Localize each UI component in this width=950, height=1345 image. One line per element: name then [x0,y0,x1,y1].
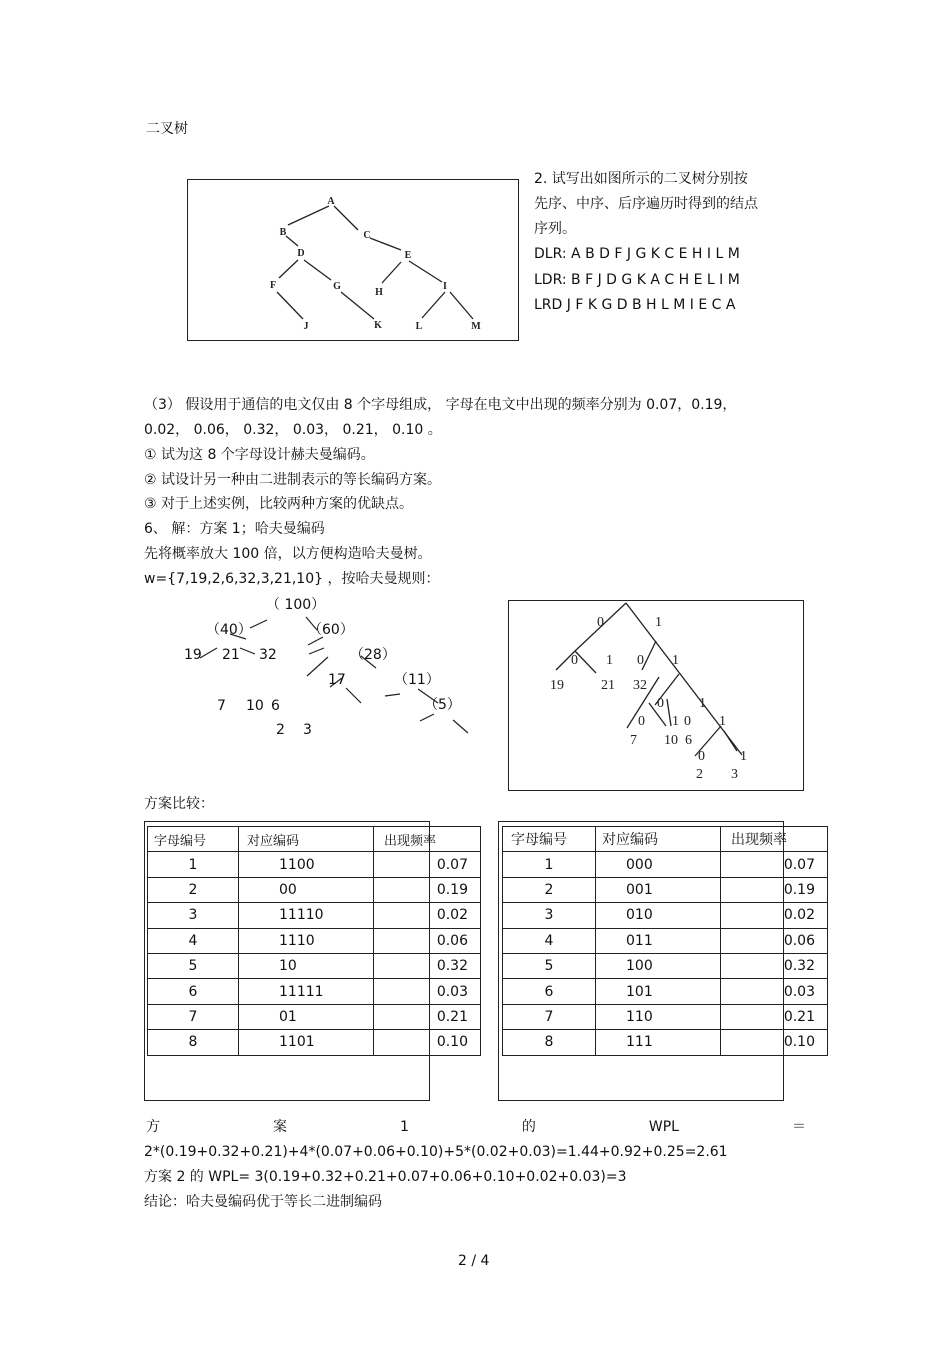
solution-line3: w={7,19,2,6,32,3,21,10} ，按哈夫曼规则： [144,571,440,587]
huffman-leaf: 21 [601,678,615,693]
question3-item: ③ 对于上述实例，比较两种方案的优缺点。 [144,496,413,512]
cell: 4 [503,928,596,953]
node-11: （11） [394,672,440,688]
huffman-tree-svg [509,601,803,790]
leaf-10: 10 [246,698,264,714]
node-60: （60） [308,622,354,638]
cell: 0.10 [374,1030,481,1055]
edge-label: 1 [672,653,679,668]
wpl-word: 1 [399,1119,409,1135]
binary-tree-svg [188,180,518,340]
wpl-word: 案 [272,1119,287,1135]
node-100: （ 100） [266,597,326,613]
tree-node: G [333,281,341,292]
leaf-7: 7 [217,698,226,714]
wpl-formula2: 方案 2 的 WPL= 3(0.19+0.32+0.21+0.07+0.06+0.10+0.02+0.03)=3 [144,1169,627,1185]
section-title: 二叉树 [146,121,188,137]
edge-label: 1 [740,749,747,764]
cell: 011 [596,928,721,953]
cell: 0.32 [374,953,481,978]
page-number: 2 / 4 [458,1253,490,1269]
table-header-row [148,827,481,852]
cell: 1110 [239,928,374,953]
binary-tree-figure [187,179,519,341]
edge-label: 0 [698,749,705,764]
header-cell: 出现频率 [374,827,481,852]
cell: 0.06 [721,928,828,953]
edge-label: 0 [597,615,604,630]
tree-node: I [443,281,447,292]
edge-label: 0 [571,653,578,668]
cell: 3 [148,903,239,928]
table-row [503,852,828,877]
tree-node: C [363,230,371,241]
huffman-leaf: 32 [633,678,647,693]
tree-node: L [415,321,423,332]
cell: 01 [239,1004,374,1029]
question3-item: ① 试为这 8 个字母设计赫夫曼编码。 [144,447,375,463]
table-left [147,826,481,1056]
lrd-sequence: LRD J F K G D B H L M I E C A [534,297,736,313]
cell: 0.02 [374,903,481,928]
header-cell: 字母编号 [148,827,239,852]
leaf-21: 21 [222,647,240,663]
cell: 2 [148,877,239,902]
huffman-edge-labels [550,615,747,782]
table-row [503,1030,828,1055]
question3-line2: 0.02， 0.06， 0.32， 0.03， 0.21， 0.10 。 [144,422,442,438]
cell: 6 [148,979,239,1004]
cell: 0.03 [374,979,481,1004]
table-header-row [503,827,828,852]
edge-label: 1 [606,653,613,668]
cell: 00 [239,877,374,902]
table-row [148,953,481,978]
cell: 6 [503,979,596,1004]
cell: 1101 [239,1030,374,1055]
table-row [503,903,828,928]
dlr-sequence: DLR: A B D F J G K C E H I L M [534,246,740,262]
cell: 0.07 [374,852,481,877]
cell: 2 [503,877,596,902]
cell: 111 [596,1030,721,1055]
table-row [148,1030,481,1055]
conclusion: 结论：哈夫曼编码优于等长二进制编码 [144,1194,382,1210]
cell: 8 [503,1030,596,1055]
cell: 3 [503,903,596,928]
table-row [148,1004,481,1029]
leaf-6: 6 [271,698,280,714]
cell: 1100 [239,852,374,877]
solution-line1: 6、 解：方案 1；哈夫曼编码 [144,521,325,537]
wpl-word: ＝ [791,1119,806,1135]
table-row [503,953,828,978]
cell: 1 [503,852,596,877]
huffman-leaf: 2 [696,767,703,782]
edge-label: 1 [672,714,679,729]
question2-line: 2. 试写出如图所示的二叉树分别按 [534,171,748,187]
cell: 0.10 [721,1030,828,1055]
edge-label: 0 [637,653,644,668]
cell: 10 [239,953,374,978]
edge-label: 0 [684,714,691,729]
huffman-leaf: 6 [685,733,692,748]
comparison-title: 方案比较： [144,796,214,812]
cell: 7 [148,1004,239,1029]
node-28: （28） [350,647,396,663]
edge-label: 0 [638,714,645,729]
leaf-3: 3 [303,722,312,738]
table-row [148,979,481,1004]
huffman-leaf: 10 [664,733,678,748]
leaf-32: 32 [259,647,277,663]
table-row [148,877,481,902]
cell: 0.21 [374,1004,481,1029]
cell: 0.21 [721,1004,828,1029]
cell: 0.03 [721,979,828,1004]
cell: 8 [148,1030,239,1055]
question3-line1: （3） 假设用于通信的电文仅由 8 个字母组成， 字母在电文中出现的频率分别为 0.07，0.19， [144,397,737,413]
edge-label: 0 [657,696,664,711]
huffman-leaf: 7 [630,733,637,748]
cell: 5 [503,953,596,978]
question2-line: 先序、中序、后序遍历时得到的结点 [534,196,758,212]
table-row [148,928,481,953]
cell: 000 [596,852,721,877]
header-cell: 出现频率 [721,827,828,852]
huffman-leaf: 19 [550,678,564,693]
cell: 7 [503,1004,596,1029]
table-row [148,903,481,928]
leaf-2: 2 [276,722,285,738]
huffman-build-sketch [170,590,490,740]
cell: 0.06 [374,928,481,953]
edge-label: 1 [699,696,706,711]
cell: 4 [148,928,239,953]
cell: 0.32 [721,953,828,978]
header-cell: 对应编码 [596,827,721,852]
cell: 11110 [239,903,374,928]
node-40: （40） [206,622,252,638]
cell: 110 [596,1004,721,1029]
table-right [502,826,828,1056]
edge-label: 1 [655,615,662,630]
header-cell: 字母编号 [503,827,596,852]
huffman-build-svg [170,590,490,740]
edge-label: 1 [719,714,726,729]
table-row [503,877,828,902]
tree-node: F [269,280,277,291]
wpl-formula1: 2*(0.19+0.32+0.21)+4*(0.07+0.06+0.10)+5*(0.02+0.03)=1.44+0.92+0.25=2.61 [144,1144,728,1160]
solution-line2: 先将概率放大 100 倍，以方便构造哈夫曼树。 [144,546,432,562]
tree-node: E [404,250,412,261]
leaf-19: 19 [184,647,202,663]
cell: 0.19 [721,877,828,902]
cell: 0.19 [374,877,481,902]
tree-node: K [374,320,382,331]
wpl-word: 的 [521,1119,536,1135]
header-cell: 对应编码 [239,827,374,852]
huffman-leaf: 3 [731,767,738,782]
cell: 5 [148,953,239,978]
table-row [503,1004,828,1029]
wpl-heading-spread [146,1118,806,1136]
question2-line: 序列。 [534,221,576,237]
wpl-word: WPL [648,1119,679,1135]
cell: 11111 [239,979,374,1004]
cell: 0.02 [721,903,828,928]
node-17: 17 [328,672,346,688]
tree-node: D [297,248,305,259]
cell: 1 [148,852,239,877]
question3-item: ② 试设计另一种由二进制表示的等长编码方案。 [144,472,441,488]
tree-node: M [471,321,481,332]
cell: 100 [596,953,721,978]
table-row [503,928,828,953]
tree-node: H [375,287,383,298]
cell: 010 [596,903,721,928]
cell: 0.07 [721,852,828,877]
cell: 101 [596,979,721,1004]
table-row [148,852,481,877]
tree-node: J [303,321,309,332]
tree-node: A [327,196,335,207]
wpl-word: 方 [146,1119,160,1135]
table-row [503,979,828,1004]
huffman-tree-figure [508,600,804,791]
ldr-sequence: LDR: B F J D G K A C H E L I M [534,272,740,288]
node-5: （5） [424,697,461,713]
cell: 001 [596,877,721,902]
tree-node: B [279,227,287,238]
